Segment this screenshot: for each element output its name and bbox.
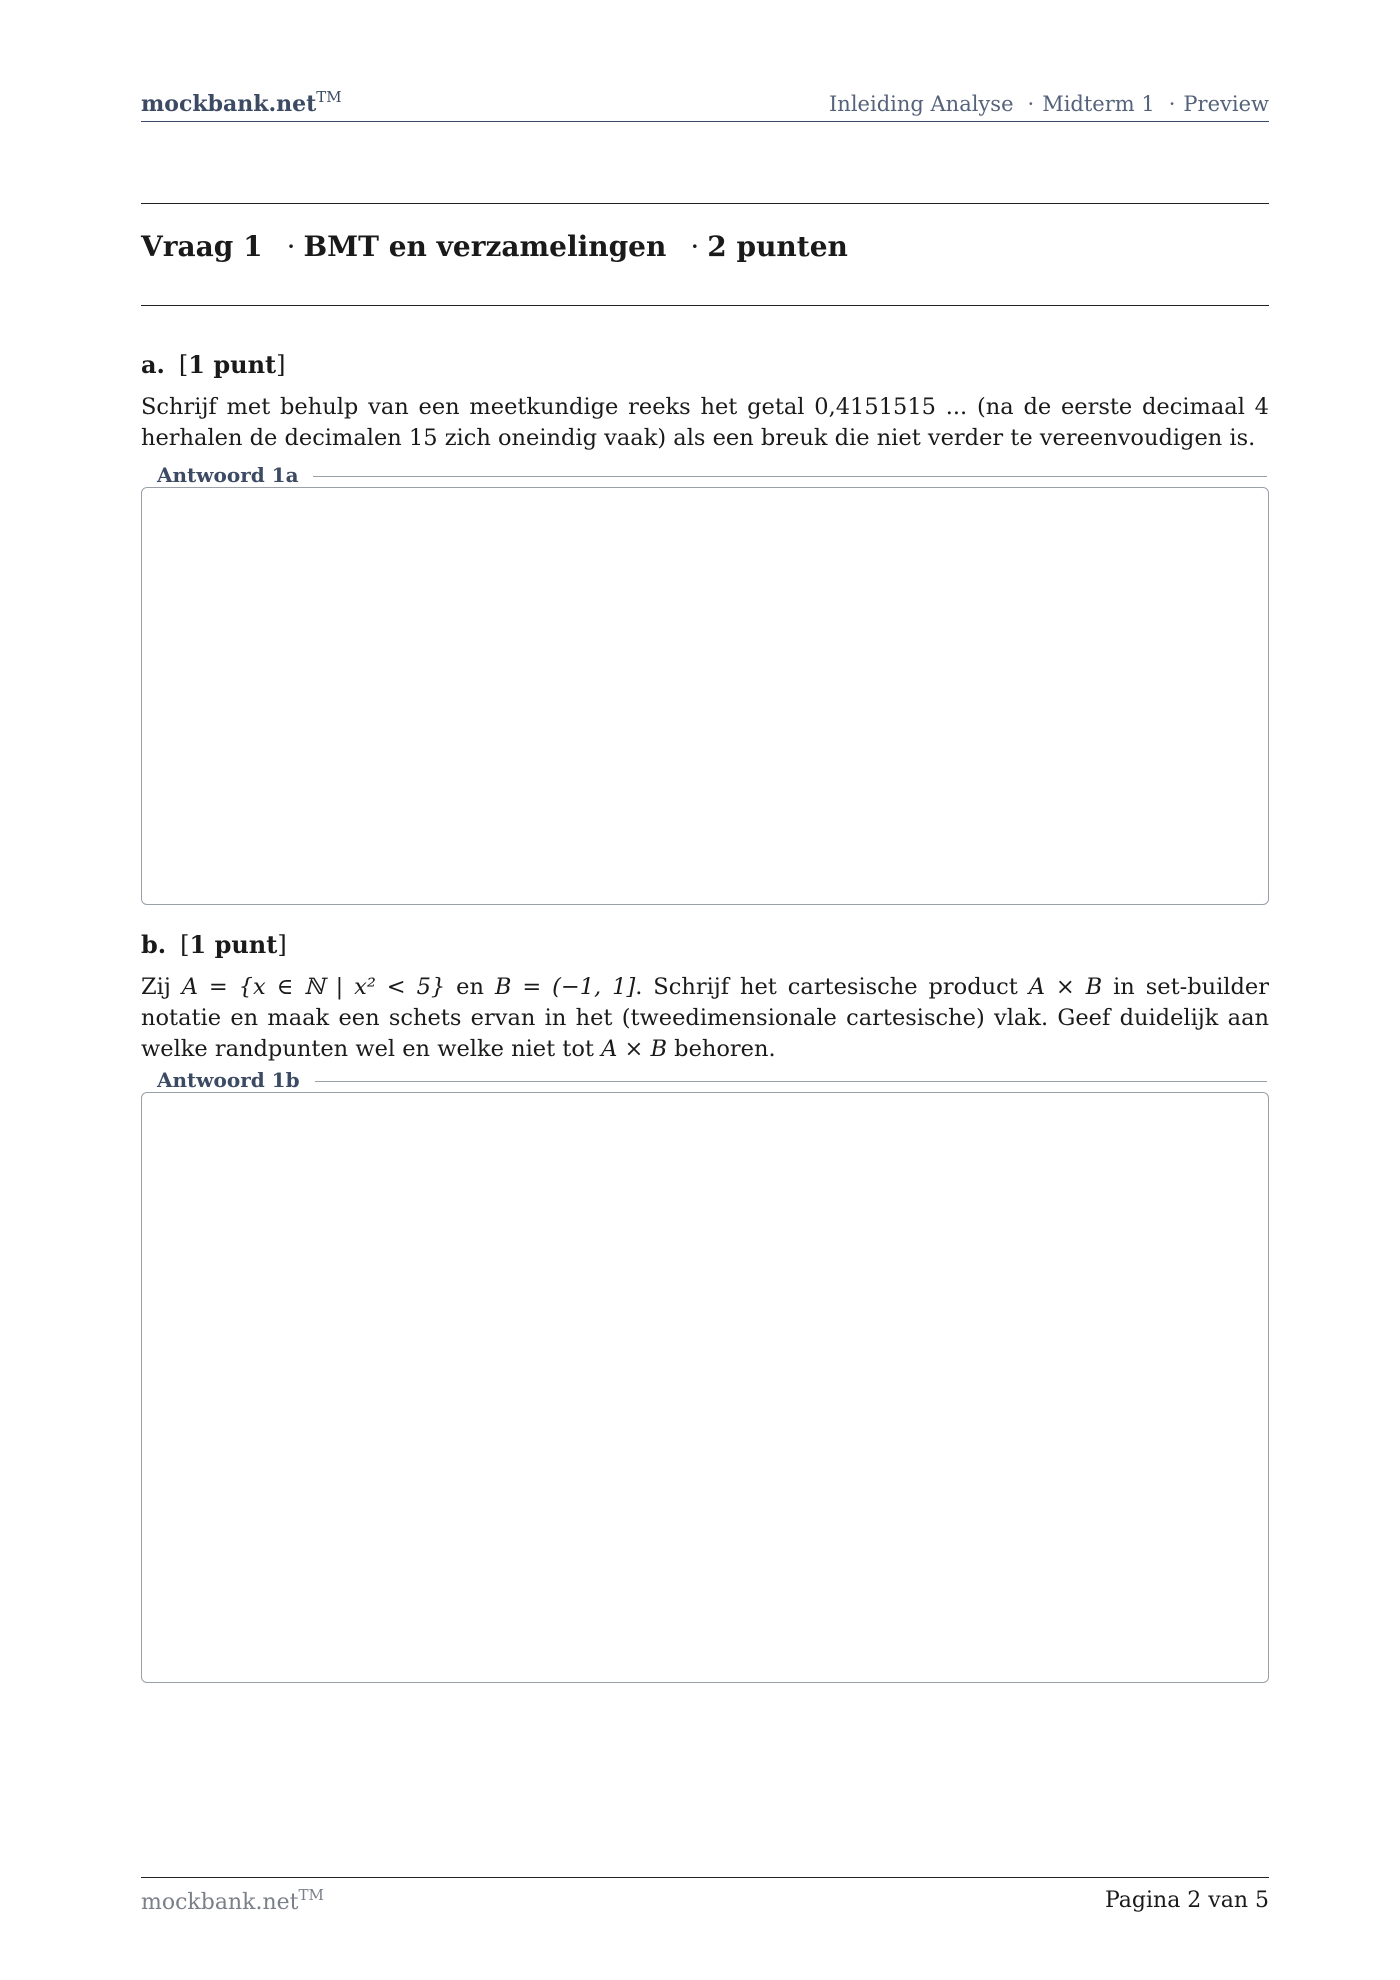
- answer-1a-label: Antwoord 1a: [157, 463, 299, 487]
- breadcrumb-exam: Midterm 1: [1042, 92, 1155, 116]
- part-a-text: Schrijf met behulp van een meetkundige reeks het getal 0,4151515 ... (na de eerste decimaal 4 herhalen de decimalen 15 zich oneindig vaak) als een breuk die niet verder te vereenvoudigen is.: [141, 394, 1269, 451]
- math-set-a: A = {x ∈ ℕ | x² < 5}: [181, 974, 446, 1000]
- footer-brand: mockbank.net™: [141, 1886, 324, 1915]
- question-title: [141, 230, 848, 263]
- question-points: 2 punten: [707, 230, 848, 263]
- breadcrumb-course: Inleiding Analyse: [829, 92, 1014, 116]
- math-product: A × B: [1028, 974, 1103, 1000]
- question-topic: BMT en verzamelingen: [303, 230, 667, 263]
- part-letter: a.: [141, 350, 165, 379]
- answer-1a-label-line: [313, 476, 1267, 477]
- part-b-heading: b. [1 punt]: [141, 930, 287, 959]
- breadcrumb-mode: Preview: [1183, 92, 1269, 116]
- part-points: 1 punt: [188, 350, 277, 379]
- answer-1b-box[interactable]: [141, 1092, 1269, 1683]
- breadcrumb: [829, 92, 1269, 116]
- header-brand: mockbank.net™: [141, 88, 342, 117]
- header-divider: [141, 121, 1269, 122]
- page-number: Pagina 2 van 5: [1104, 1888, 1269, 1913]
- answer-1b-label-line: [315, 1081, 1267, 1082]
- answer-1b-label: Antwoord 1b: [157, 1068, 300, 1092]
- breadcrumb-separator: ·: [1168, 92, 1176, 116]
- question-label: Vraag 1: [141, 230, 263, 263]
- math-set-b: B = (−1, 1]: [494, 974, 636, 1000]
- question-divider-top: [141, 203, 1269, 204]
- title-separator: ·: [690, 230, 700, 263]
- question-divider-bottom: [141, 305, 1269, 306]
- part-letter: b.: [141, 930, 167, 959]
- part-b-text: Zij A = {x ∈ ℕ | x² < 5} en B = (−1, 1]. Schrijf het cartesische product A × B in set-builder notatie en maak een schets ervan in het (tweedimensionale cartesische) vlak. Geef duidelijk aan welke randpunten wel en welke niet tot A × B behoren.: [141, 974, 1269, 1062]
- trademark-mark: TM: [316, 88, 342, 106]
- title-separator: ·: [286, 230, 296, 263]
- answer-1a-box[interactable]: [141, 487, 1269, 905]
- part-points: 1 punt: [189, 930, 278, 959]
- math-product: A × B: [601, 1036, 668, 1062]
- breadcrumb-separator: ·: [1027, 92, 1035, 116]
- footer-divider: [141, 1877, 1269, 1878]
- part-a-heading: a. [1 punt]: [141, 350, 286, 379]
- trademark-mark: TM: [298, 1886, 324, 1904]
